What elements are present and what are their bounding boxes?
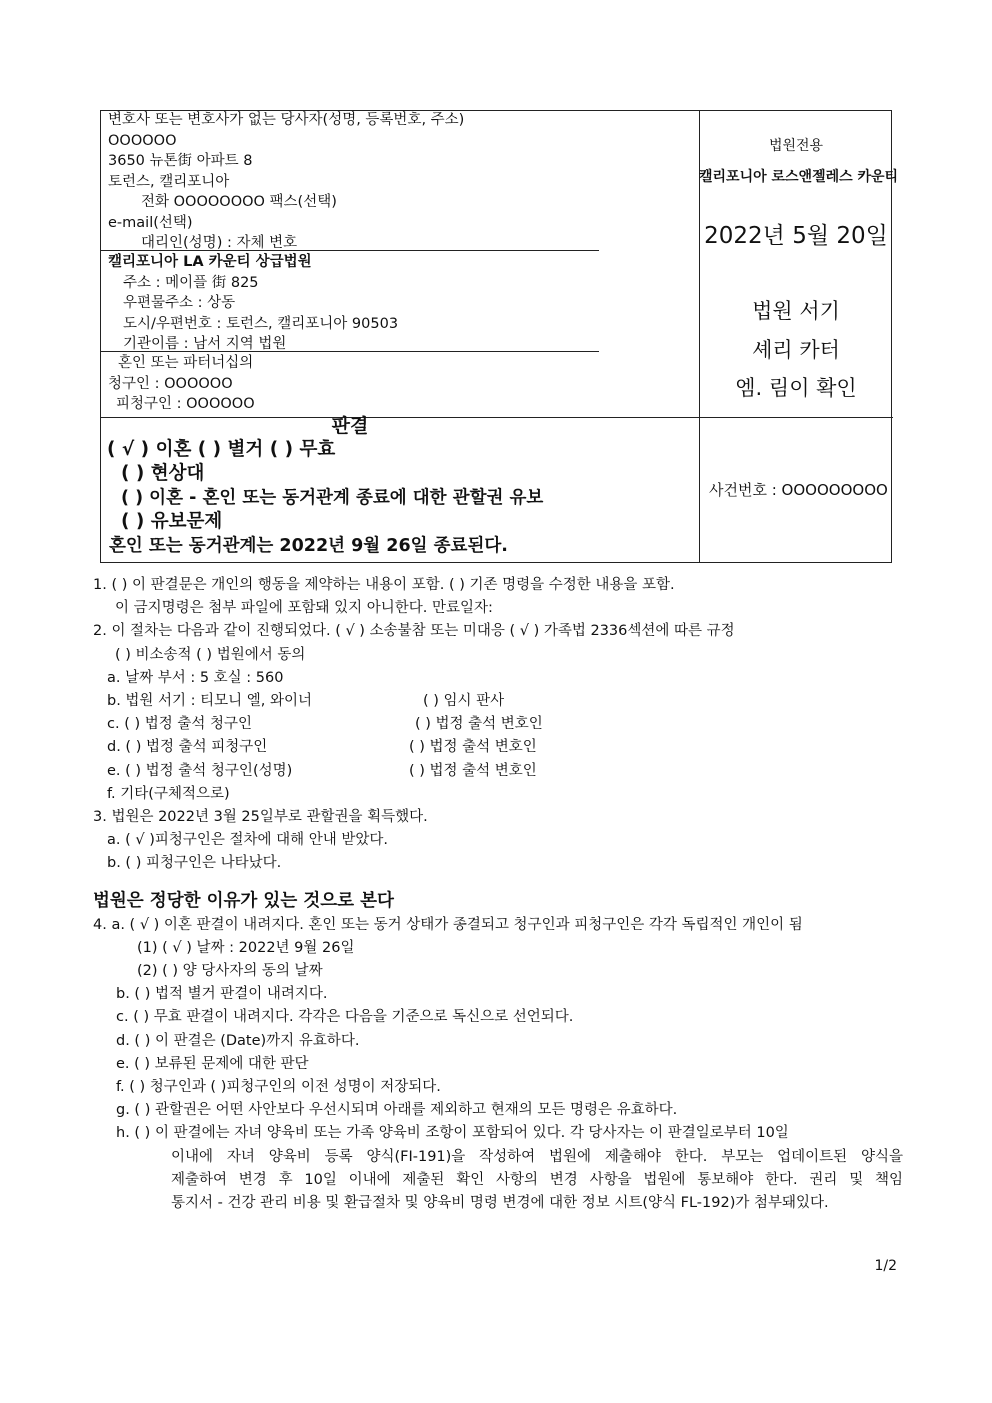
item-2b	[93, 690, 903, 713]
court-use-box	[699, 111, 899, 417]
item-3: 3. 법원은 2022년 3월 25일부로 관할권을 획득했다.	[93, 809, 428, 826]
court-city-zip: 도시/우편번호 : 토런스, 캘리포니아 90503	[123, 315, 399, 332]
item-4a-2: (2) ( ) 양 당사자의 동의 날짜	[137, 963, 323, 980]
attorney-name: OOOOOO	[108, 132, 177, 149]
judgment-title: 판결	[331, 415, 369, 437]
item-4a-1: (1) ( √ ) 날짜 : 2022년 9월 26일	[137, 939, 355, 956]
item-3b: b. ( ) 피청구인은 나타났다.	[107, 855, 282, 872]
attorney-city: 토런스, 캘리포니아	[108, 173, 230, 190]
item-1-line-1: 1. ( ) 이 판결문은 개인의 행동을 제약하는 내용이 포함. ( ) 기존 명령을 수정한 내용을 포함.	[93, 577, 675, 593]
findings-heading: 법원은 정당한 이유가 있는 것으로 본다	[93, 890, 394, 911]
attorney-email: e-mail(선택)	[108, 214, 193, 231]
court-branch: 기관이름 : 남서 지역 법원	[123, 336, 287, 352]
attorney-address: 3650 뉴톤街 아파트 8	[108, 153, 253, 169]
attorney-phone: 전화 OOOOOOOO 팩스(선택)	[141, 194, 337, 210]
respondent: 피청구인 : OOOOOO	[116, 396, 255, 412]
item-2e-right: ( ) 법정 출석 변호인	[409, 762, 537, 779]
judgment-body	[93, 574, 903, 1215]
county-label: 캘리포니아 로스앤젤레스 카운티	[699, 169, 899, 185]
judgment-status-only: ( ) 현상대	[121, 463, 205, 484]
form-header-table	[100, 110, 899, 563]
item-4h-line-2: 이내에 자녀 양육비 등록 양식(FI-191)을 작성하여 법원에 제출해야 한다. 부모는 업데이트된 양식을	[171, 1148, 903, 1165]
item-4g: g. ( ) 관할권은 어떤 사안보다 우선시되며 아래를 제외하고 현재의 모든 명령은 유효하다.	[116, 1102, 678, 1119]
item-2-line-2: ( ) 비소송적 ( ) 법원에서 동의	[115, 646, 306, 663]
item-2d	[93, 736, 903, 759]
item-2d-right: ( ) 법정 출석 변호인	[409, 739, 537, 756]
item-4h-line-4: 통지서 - 건강 관리 비용 및 환급절차 및 양육비 명령 변경에 대한 정보 시트(양식 FL-192)가 첨부돼있다.	[171, 1195, 829, 1212]
item-2f: f. 기타(구체적으로)	[107, 785, 230, 802]
item-1-line-2: 이 금지명령은 첨부 파일에 포함돼 있지 아니한다. 만료일자:	[115, 600, 493, 617]
page-number: 1/2	[874, 1258, 897, 1274]
item-2c-left: c. ( ) 법정 출석 청구인	[107, 716, 252, 733]
item-4b: b. ( ) 법적 별거 판결이 내려지다.	[116, 986, 328, 1003]
court-use-label: 법원전용	[768, 138, 824, 154]
judgment-block	[107, 414, 593, 558]
item-4d: d. ( ) 이 판결은 (Date)까지 유효하다.	[116, 1032, 360, 1049]
item-2b-left: b. 법원 서기 : 티모니 엘, 와이너	[107, 693, 313, 710]
item-2b-right: ( ) 임시 판사	[423, 693, 505, 710]
item-2a: a. 날짜 부서 : 5 호실 : 560	[107, 669, 284, 686]
item-2d-left: d. ( ) 법정 출석 피청구인	[107, 739, 268, 756]
filed-date: 2022년 5월 20일	[704, 223, 888, 249]
item-2e	[93, 760, 903, 783]
item-4a: 4. a. ( √ ) 이혼 판결이 내려지다. 혼인 또는 동거 상태가 종결되고 청구인과 피청구인은 각각 독립적인 개인이 됨	[93, 916, 803, 933]
item-2c-right: ( ) 법정 출석 변호인	[415, 716, 543, 733]
judgment-type-line: ( √ ) 이혼 ( ) 별거 ( ) 무효	[107, 439, 336, 460]
attorney-representative: 대리인(성명) : 자체 변호	[141, 235, 298, 251]
judgment-reserved-issues: ( ) 유보문제	[121, 511, 223, 532]
item-4h-line-3: 제출하여 변경 후 10일 이내에 제출된 확인 사항의 변경 사항을 법원에 통보해야 한다. 권리 및 책임	[171, 1171, 903, 1188]
attorney-block	[108, 110, 464, 254]
item-4c: c. ( ) 무효 판결이 내려지다. 각각은 다음을 기준으로 독신으로 선언되다.	[116, 1009, 574, 1026]
court-street: 주소 : 메이플 街 825	[123, 274, 259, 291]
parties-label: 혼인 또는 파터너십의	[118, 355, 254, 371]
parties-block	[108, 353, 255, 415]
item-2e-left: e. ( ) 법정 출석 청구인(성명)	[107, 762, 293, 779]
judgment-reserved-jurisdiction: ( ) 이혼 - 혼인 또는 동거관계 종료에 대한 관할권 유보	[121, 488, 544, 508]
clerk-title: 법원 서기	[752, 299, 840, 323]
court-name: 캘리포니아 LA 카운티 상급법원	[108, 254, 312, 270]
case-number: 사건번호 : OOOOOOOOO	[709, 481, 888, 499]
item-4h-line-1: h. ( ) 이 판결에는 자녀 양육비 또는 가족 양육비 조항이 포함되어 있다. 각 당사자는 이 판결일로부터 10일	[116, 1125, 789, 1142]
clerk-name: 셰리 카터	[752, 338, 840, 362]
attorney-label: 변호사 또는 변호사가 없는 당사자(성명, 등록번호, 주소)	[108, 112, 465, 128]
item-4f: f. ( ) 청구인과 ( )피청구인의 이전 성명이 저장되다.	[116, 1079, 441, 1096]
petitioner: 청구인 : OOOOOO	[108, 375, 233, 392]
deputy-clerk: 엠. 림이 확인	[735, 376, 857, 400]
item-4e: e. ( ) 보류된 문제에 대한 판단	[116, 1055, 309, 1072]
judgment-termination-date: 혼인 또는 동거관계는 2022년 9월 26일 종료된다.	[109, 536, 508, 556]
court-mailing: 우편물주소 : 상동	[123, 295, 236, 311]
court-block	[108, 252, 398, 355]
item-2-line-1: 2. 이 절차는 다음과 같이 진행되었다. ( √ ) 소송불참 또는 미대응 ( √ ) 가족법 2336섹션에 따른 규정	[93, 623, 735, 640]
item-3a: a. ( √ )피청구인은 절차에 대해 안내 받았다.	[107, 832, 389, 849]
item-2c	[93, 713, 903, 736]
